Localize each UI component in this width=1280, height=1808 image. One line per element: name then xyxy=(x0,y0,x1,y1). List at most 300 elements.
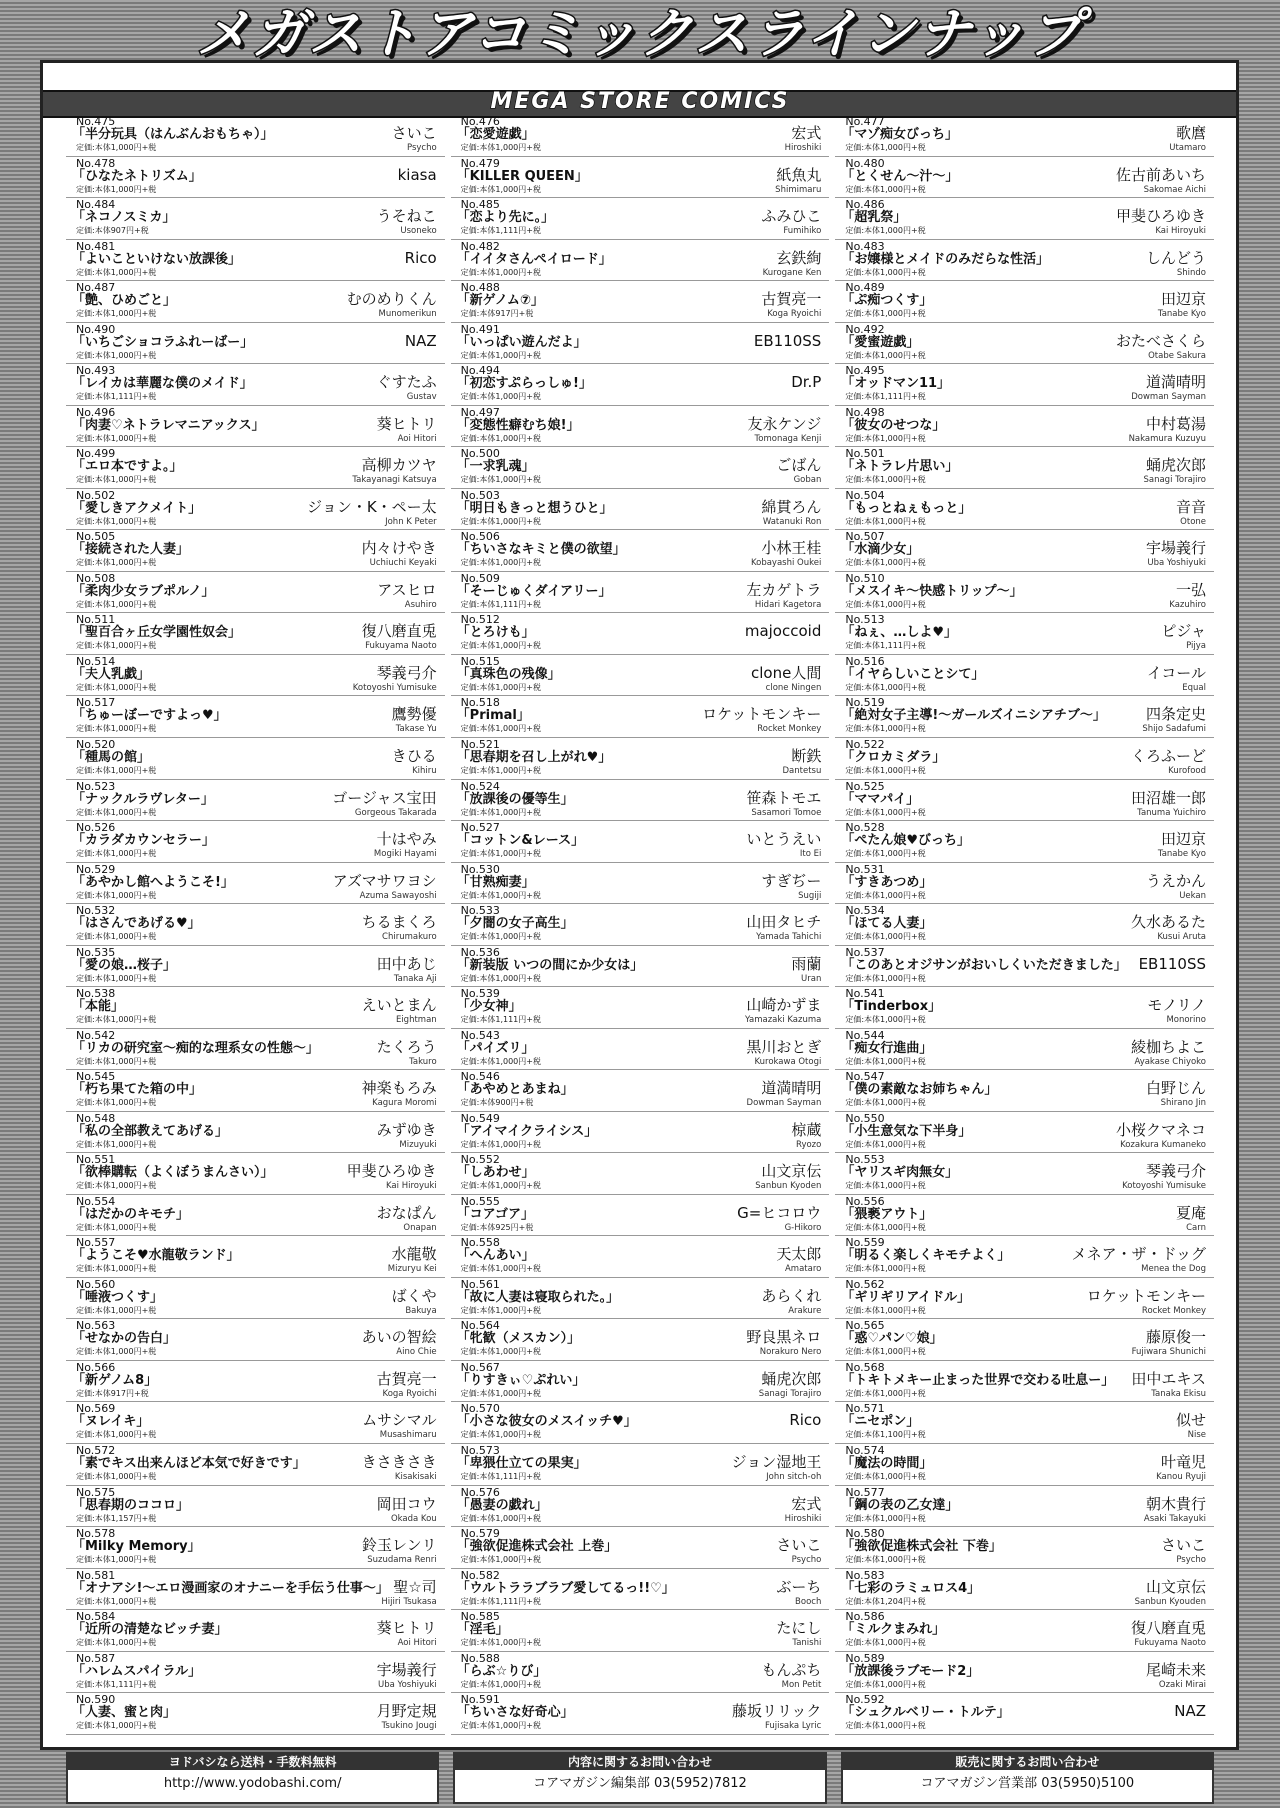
comic-title: 「鋼の表の乙女達」 xyxy=(841,1497,959,1513)
comic-number: No.496 xyxy=(76,405,116,419)
comic-price: 定価:本体1,000円+税 xyxy=(845,1015,926,1025)
comic-title: 「超乳祭」 xyxy=(841,210,907,226)
comic-author: 小林王桂 xyxy=(761,539,822,558)
comic-author-romaji: Goban xyxy=(793,475,822,486)
comic-author: 内々けやき xyxy=(361,539,437,558)
comic-author-romaji: Takayanagi Katsuya xyxy=(352,475,437,486)
comic-entry xyxy=(835,738,1214,780)
comic-entry xyxy=(66,1486,445,1528)
comic-entry xyxy=(66,530,445,572)
comic-author: きひる xyxy=(391,746,437,765)
comic-author: 宇場義行 xyxy=(376,1660,437,1679)
comic-author: 椋蔵 xyxy=(791,1120,822,1139)
comic-author: 田沼雄一郎 xyxy=(1131,788,1207,807)
comic-entry xyxy=(451,1402,830,1444)
comic-author-romaji: Aino Chie xyxy=(396,1347,437,1358)
comic-entry xyxy=(835,1112,1214,1154)
comic-author-romaji: Dowman Sayman xyxy=(1131,392,1207,403)
comic-price: 定価:本体1,111円+税 xyxy=(845,392,926,402)
comic-author-romaji: Sugiji xyxy=(798,890,822,901)
comic-author: 山文京伝 xyxy=(761,1162,822,1181)
comic-title: 「あやめとあまね」 xyxy=(456,1082,574,1098)
comic-entry xyxy=(66,198,445,240)
comic-number: No.480 xyxy=(845,156,885,170)
comic-entry xyxy=(835,1569,1214,1611)
comic-number: No.552 xyxy=(460,1153,500,1167)
comic-title: 「トキトメキー止まった世界で交わる吐息ー」 xyxy=(841,1372,1115,1388)
comic-price: 定価:本体1,111円+税 xyxy=(460,1596,541,1606)
comic-entry xyxy=(451,780,830,822)
page-title: メガストアコミックスラインナップ xyxy=(196,2,1084,65)
comic-author: 甲斐ひろゆき xyxy=(346,1162,437,1181)
comic-number: No.563 xyxy=(76,1319,116,1333)
comic-price: 定価:本体1,000円+税 xyxy=(460,973,541,983)
comic-number: No.476 xyxy=(460,115,500,128)
comic-number: No.505 xyxy=(76,530,116,544)
comic-number: No.568 xyxy=(845,1360,885,1374)
comic-author-romaji: Musashimaru xyxy=(379,1430,437,1441)
comic-number: No.504 xyxy=(845,488,885,502)
comic-author-romaji: Uran xyxy=(801,973,822,984)
comic-entry xyxy=(835,1527,1214,1569)
comic-entry xyxy=(66,1153,445,1195)
comic-entry xyxy=(66,613,445,655)
comic-author-romaji: Gustav xyxy=(406,392,437,403)
comic-price: 定価:本体1,000円+税 xyxy=(845,516,926,526)
comic-title: 「ハレムスパイラル」 xyxy=(72,1663,202,1679)
comic-entry xyxy=(451,1319,830,1361)
comic-price: 定価:本体1,000円+税 xyxy=(845,1222,926,1232)
comic-entry xyxy=(835,1652,1214,1694)
comic-title: 「ヌレイキ」 xyxy=(72,1414,150,1430)
comic-author: 琴義弓介 xyxy=(1146,1162,1207,1181)
comic-price: 定価:本体907円+税 xyxy=(76,226,149,236)
comic-price: 定価:本体1,000円+税 xyxy=(460,1347,541,1357)
comic-title: 「ナックルラヴレター」 xyxy=(72,791,214,807)
comic-entry xyxy=(835,904,1214,946)
comic-author-romaji: Kotoyoshi Yumisuke xyxy=(352,682,437,693)
page-subtitle: MEGA STORE COMICS xyxy=(490,89,790,114)
comic-number: No.583 xyxy=(845,1568,885,1582)
comic-entry xyxy=(835,1070,1214,1112)
comic-title: 「半分玩具（はんぶんおもちゃ）」 xyxy=(72,127,274,142)
comic-title: 「痴女行進曲」 xyxy=(841,1040,933,1056)
comic-number: No.550 xyxy=(845,1111,885,1125)
comic-number: No.502 xyxy=(76,488,116,502)
comic-title: 「ネトラレ片思い」 xyxy=(841,459,959,475)
comic-entry xyxy=(835,1319,1214,1361)
comic-author-romaji: Tsukino Jougi xyxy=(381,1721,437,1732)
comic-author-romaji: Ito Ei xyxy=(799,849,822,860)
comic-author-romaji: Kihiru xyxy=(412,765,437,776)
comic-title: 「オッドマン11」 xyxy=(841,376,951,392)
comic-price: 定価:本体1,000円+税 xyxy=(845,807,926,817)
comic-author-romaji: Hidari Kagetora xyxy=(754,599,822,610)
comic-price: 定価:本体1,000円+税 xyxy=(76,475,157,485)
comic-number: No.481 xyxy=(76,239,116,253)
comic-number: No.503 xyxy=(460,488,500,502)
comic-entry xyxy=(66,1527,445,1569)
comic-entry xyxy=(451,1610,830,1652)
comic-entry xyxy=(835,115,1214,157)
comic-author-romaji: Tanaka Aji xyxy=(393,973,437,984)
comic-title: 「強欲促進株式会社 下巻」 xyxy=(841,1539,1002,1555)
comic-title: 「夫人乳戯」 xyxy=(72,666,151,682)
comic-number: No.555 xyxy=(460,1194,500,1208)
comic-number: No.520 xyxy=(76,737,116,751)
comic-entry xyxy=(451,1112,830,1154)
comic-price: 定価:本体1,000円+税 xyxy=(460,475,541,485)
comic-entry xyxy=(451,821,830,863)
comic-author-romaji: Chirumakuro xyxy=(382,932,437,943)
comic-title: 「ようこそ♥水龍敬ランド」 xyxy=(72,1248,240,1264)
comic-number: No.536 xyxy=(460,945,500,959)
comic-title: 「小さな彼女のメスイッチ♥」 xyxy=(456,1414,637,1430)
comic-price: 定価:本体1,000円+税 xyxy=(460,1555,541,1565)
comic-title: 「イイタさんペイロード」 xyxy=(456,251,612,267)
comic-author: 復八磨直兎 xyxy=(361,622,437,641)
comic-author-romaji: Tanabe Kyo xyxy=(1157,309,1207,320)
comic-author: 野良黒ネロ xyxy=(746,1328,822,1347)
comic-price: 定価:本体1,000円+税 xyxy=(845,350,926,360)
comic-author-romaji: Psycho xyxy=(791,1555,822,1566)
comic-number: No.579 xyxy=(460,1527,500,1541)
comic-entry xyxy=(66,364,445,406)
comic-title: 「甘熟痴妻」 xyxy=(456,874,535,890)
comic-title: 「新ゲノム8」 xyxy=(72,1372,158,1388)
comic-author-romaji: Norakuro Nero xyxy=(759,1347,822,1358)
comic-number: No.510 xyxy=(845,571,885,585)
comic-number: No.571 xyxy=(845,1402,885,1416)
comic-title: 「種馬の館」 xyxy=(72,749,151,765)
comic-number: No.559 xyxy=(845,1236,885,1250)
comic-price: 定価:本体1,000円+税 xyxy=(460,807,541,817)
comic-price: 定価:本体1,000円+税 xyxy=(460,1388,541,1398)
comic-title: 「ひなたネトリズム」 xyxy=(72,168,202,184)
footer-heading: ヨドバシなら送料・手数料無料 xyxy=(68,1754,437,1770)
comic-price: 定価:本体1,000円+税 xyxy=(845,973,926,983)
comic-author: 左カゲトラ xyxy=(746,580,822,599)
comic-price: 定価:本体1,000円+税 xyxy=(845,932,926,942)
comic-number: No.532 xyxy=(76,904,116,918)
comic-entry xyxy=(66,1236,445,1278)
comic-price: 定価:本体1,000円+税 xyxy=(76,599,157,609)
footer-contact: コアマガジン編集部 03(5952)7812 xyxy=(533,1776,747,1791)
comic-number: No.573 xyxy=(460,1444,500,1457)
comic-author-romaji: Nakamura Kuzuyu xyxy=(1128,433,1207,444)
comic-entry xyxy=(835,1693,1214,1735)
comic-author: 似せ xyxy=(1176,1411,1207,1430)
comic-title: 「思春期のココロ」 xyxy=(72,1497,190,1513)
comic-author: さいこ xyxy=(1161,1536,1207,1555)
comic-number: No.498 xyxy=(845,405,885,419)
comic-author: 友永ケンジ xyxy=(747,414,822,433)
comic-author-romaji: Hijiri Tsukasa xyxy=(381,1596,437,1607)
comic-price: 定価:本体1,000円+税 xyxy=(76,1264,157,1274)
comic-title: 「よいこといけない放課後」 xyxy=(72,251,242,267)
comic-author-romaji: Sanbun Kyouden xyxy=(1134,1596,1207,1607)
comic-price: 定価:本体917円+税 xyxy=(460,309,534,319)
comic-author: ゴージャス宝田 xyxy=(332,788,437,807)
comic-title: 「ウルトララブラブ愛してるっ!!♡」 xyxy=(456,1580,675,1596)
comic-author: ジョン湿地王 xyxy=(731,1453,822,1471)
comic-title: 「魔法の時間」 xyxy=(841,1456,933,1471)
comic-entry xyxy=(835,1153,1214,1195)
comic-author: 久水あるた xyxy=(1131,913,1207,932)
comic-author: えいとまん xyxy=(361,996,437,1015)
comic-price: 定価:本体1,000円+税 xyxy=(845,143,926,152)
comic-author: 水龍敬 xyxy=(391,1245,437,1264)
comic-title: 「猥褻アウト」 xyxy=(841,1206,933,1222)
comic-author: 藤坂リリック xyxy=(731,1702,822,1721)
comic-author-romaji: Kagura Moromi xyxy=(372,1098,437,1109)
comic-author-romaji: Okada Kou xyxy=(390,1513,437,1524)
comic-author: 聖☆司 xyxy=(393,1577,437,1596)
comic-author: モノリノ xyxy=(1147,996,1207,1015)
comic-author: きさきさき xyxy=(361,1453,437,1471)
comic-entry xyxy=(835,1402,1214,1444)
comic-author: 朝木貴行 xyxy=(1146,1494,1207,1513)
comic-entry xyxy=(66,987,445,1029)
comic-entry xyxy=(835,1195,1214,1237)
comic-number: No.591 xyxy=(460,1693,500,1707)
comic-author: ピジャ xyxy=(1161,622,1207,641)
comic-entry xyxy=(66,281,445,323)
comic-author: 甲斐ひろゆき xyxy=(1116,207,1207,226)
comic-number: No.525 xyxy=(845,779,885,793)
comic-entry xyxy=(835,613,1214,655)
comic-title: 「愛しきアクメイト」 xyxy=(72,500,202,516)
comic-price: 定価:本体1,000円+税 xyxy=(845,849,926,859)
comic-price: 定価:本体1,000円+税 xyxy=(76,973,157,983)
comic-author: ぐすたふ xyxy=(376,373,437,392)
comic-price: 定価:本体1,000円+税 xyxy=(460,392,541,402)
comic-title: 「少女神」 xyxy=(456,999,522,1015)
comic-author: Dr.P xyxy=(791,373,822,392)
comic-number: No.572 xyxy=(76,1444,116,1457)
comic-title: 「ほてる人妻」 xyxy=(841,916,933,932)
comic-number: No.543 xyxy=(460,1028,500,1042)
comic-title: 「いちごショコラふれーばー」 xyxy=(72,334,254,350)
comic-price: 定価:本体1,000円+税 xyxy=(76,682,157,692)
comic-number: No.508 xyxy=(76,571,116,585)
comic-price: 定価:本体917円+税 xyxy=(76,1388,149,1398)
comic-author: 葵ヒトリ xyxy=(376,414,437,433)
comic-author-romaji: Uchiuchi Keyaki xyxy=(369,558,437,569)
comic-author-romaji: Ayakase Chiyoko xyxy=(1134,1056,1207,1067)
comic-title: 「KILLER QUEEN」 xyxy=(456,168,588,184)
comic-author: イコール xyxy=(1146,663,1207,682)
comic-number: No.565 xyxy=(845,1319,885,1333)
comic-price: 定価:本体1,111円+税 xyxy=(76,1679,157,1689)
comic-entry xyxy=(835,406,1214,448)
comic-author: 神楽もろみ xyxy=(361,1079,437,1098)
comic-title: 「初恋すぷらっしゅ!」 xyxy=(456,376,592,392)
comic-entry xyxy=(66,1361,445,1403)
comic-entry xyxy=(451,530,830,572)
comic-price: 定価:本体1,111円+税 xyxy=(845,641,926,651)
comic-title: 「私の全部教えてあげる」 xyxy=(72,1123,229,1139)
comic-number: No.577 xyxy=(845,1485,885,1499)
comic-author: いとうえい xyxy=(746,830,822,849)
comic-title: 「卑猥仕立ての果実」 xyxy=(456,1456,587,1471)
comic-author: 四条定史 xyxy=(1146,705,1207,724)
comic-title: 「ねぇ、…しよ♥」 xyxy=(841,625,957,641)
comic-title: 「イヤらしいことシて」 xyxy=(841,666,985,682)
comic-author: みずゆき xyxy=(376,1120,437,1139)
comic-title: 「七彩のラミュロス4」 xyxy=(841,1580,981,1596)
comic-price: 定価:本体1,000円+税 xyxy=(76,143,157,152)
comic-author-romaji: G-Hikoro xyxy=(784,1222,822,1233)
comic-entry xyxy=(451,1486,830,1528)
comic-author: うそねこ xyxy=(376,207,437,226)
comic-number: No.490 xyxy=(76,322,116,336)
comic-author-romaji: Kurofood xyxy=(1168,765,1207,776)
comic-entry xyxy=(66,696,445,738)
comic-price: 定価:本体1,000円+税 xyxy=(460,682,541,692)
comic-author: 黒川おとぎ xyxy=(746,1037,822,1056)
comic-author: 音音 xyxy=(1176,497,1207,516)
comic-title: 「近所の清楚なビッチ妻」 xyxy=(72,1622,228,1638)
comic-author: G=ヒコロウ xyxy=(737,1203,822,1222)
comic-number: No.530 xyxy=(460,862,500,876)
comic-entry xyxy=(66,572,445,614)
comic-entry xyxy=(451,323,830,365)
comic-author: ちるまくろ xyxy=(361,913,437,932)
comic-author-romaji: Dowman Sayman xyxy=(746,1098,822,1109)
comic-author: 田辺京 xyxy=(1161,290,1207,309)
comic-price: 定価:本体1,000円+税 xyxy=(76,516,157,526)
comic-entry xyxy=(835,323,1214,365)
comic-number: No.576 xyxy=(460,1485,500,1499)
comic-title: 「オナアシ!～エロ漫画家のオナニーを手伝う仕事～」 xyxy=(72,1580,389,1596)
comic-author-romaji: Watanuki Ron xyxy=(762,516,822,527)
comic-price: 定価:本体1,100円+税 xyxy=(845,1430,926,1440)
comic-author-romaji: Suzudama Renri xyxy=(367,1555,437,1566)
comic-title: 「はだかのキモチ」 xyxy=(72,1206,190,1222)
comic-author-romaji: Yamada Tahichi xyxy=(756,932,822,943)
comic-author: 田中あじ xyxy=(376,954,437,973)
comic-author: うえかん xyxy=(1146,871,1207,890)
comic-entry xyxy=(835,987,1214,1029)
comic-entry xyxy=(835,1444,1214,1486)
comic-author: 笹森トモエ xyxy=(746,788,822,807)
comic-title: 「肉妻♡ネトラレマニアックス」 xyxy=(72,417,265,433)
footer-box-yodobashi xyxy=(66,1752,439,1804)
comic-author-romaji: Aoi Hitori xyxy=(397,1638,437,1649)
comic-author: 天太郎 xyxy=(776,1245,822,1264)
comic-title: 「絶対女子主導!～ガールズイニシアチブ～」 xyxy=(841,708,1106,724)
comic-author-romaji: Tanabe Kyo xyxy=(1157,849,1207,860)
comic-entry xyxy=(66,821,445,863)
comic-number: No.523 xyxy=(76,779,116,793)
comic-title: 「唾液つくす」 xyxy=(72,1289,164,1305)
comic-author: ジョン・K・ペー太 xyxy=(307,497,437,516)
comic-author-romaji: Takase Yu xyxy=(395,724,437,735)
comic-number: No.587 xyxy=(76,1651,116,1665)
comic-price: 定価:本体1,000円+税 xyxy=(76,890,157,900)
comic-price: 定価:本体1,000円+税 xyxy=(460,641,541,651)
comic-author: 鷹勢優 xyxy=(391,705,437,724)
comic-title: 「ぷ痴つくす」 xyxy=(841,293,933,309)
comic-author-romaji: Dantetsu xyxy=(782,765,822,776)
comic-author: ロケットモンキー xyxy=(702,705,822,724)
comic-author: 宏式 xyxy=(791,1494,822,1513)
comic-price: 定価:本体1,000円+税 xyxy=(76,1596,157,1606)
comic-author-romaji: Onapan xyxy=(403,1222,437,1233)
comic-author-romaji: Otone xyxy=(1180,516,1207,527)
comic-author-romaji: Sasamori Tomoe xyxy=(751,807,822,818)
comic-price: 定価:本体925円+税 xyxy=(460,1222,534,1232)
comic-number: No.489 xyxy=(845,281,885,295)
comic-entry xyxy=(66,1444,445,1486)
comic-author: 鈴玉レンリ xyxy=(362,1536,437,1555)
comic-price: 定価:本体1,000円+税 xyxy=(76,1638,157,1648)
comic-price: 定価:本体1,000円+税 xyxy=(76,350,157,360)
comic-author-romaji: Munomerikun xyxy=(378,309,437,320)
comic-number: No.548 xyxy=(76,1111,116,1125)
comic-price: 定価:本体1,000円+税 xyxy=(845,682,926,692)
comic-title: 「接続された人妻」 xyxy=(72,542,190,558)
comic-author: 一弘 xyxy=(1176,580,1207,599)
comic-author: EB110SS xyxy=(753,331,822,350)
comic-title: 「明日もきっと想うひと」 xyxy=(456,500,613,516)
comic-entry xyxy=(451,157,830,199)
comic-entry xyxy=(835,655,1214,697)
comic-price: 定価:本体1,000円+税 xyxy=(845,1139,926,1149)
comic-title: 「愚妻の戯れ」 xyxy=(456,1497,548,1513)
comic-number: No.534 xyxy=(845,904,885,918)
comic-author: ロケットモンキー xyxy=(1086,1286,1207,1305)
comic-author-romaji: Mon Petit xyxy=(781,1679,822,1690)
comic-author-romaji: Kurogane Ken xyxy=(762,267,822,278)
comic-author: 断鉄 xyxy=(791,746,822,765)
comic-number: No.556 xyxy=(845,1194,885,1208)
comic-number: No.533 xyxy=(460,904,500,918)
comics-grid xyxy=(66,115,1214,1735)
comic-author: 岡田コウ xyxy=(376,1494,437,1513)
comic-price: 定価:本体1,000円+税 xyxy=(76,309,157,319)
comic-title: 「新装版 いつの間にか少女は」 xyxy=(456,957,644,973)
comic-entry xyxy=(835,1278,1214,1320)
comic-author: しんどう xyxy=(1146,248,1207,267)
comic-number: No.512 xyxy=(460,613,500,627)
comic-entry xyxy=(451,364,830,406)
comic-number: No.500 xyxy=(460,447,500,461)
comic-author-romaji: Uekan xyxy=(1179,890,1207,901)
comic-author-romaji: Azuma Sawayoshi xyxy=(359,890,437,901)
comic-number: No.515 xyxy=(460,654,500,668)
comic-author-romaji: Utamaro xyxy=(1169,143,1207,153)
comic-entry xyxy=(835,447,1214,489)
comic-entry xyxy=(66,1652,445,1694)
comic-author: 佐古前あいち xyxy=(1116,165,1207,184)
comic-number: No.558 xyxy=(460,1236,500,1250)
comic-number: No.574 xyxy=(845,1444,885,1457)
comic-author-romaji: Kazuhiro xyxy=(1169,599,1207,610)
comic-price: 定価:本体1,000円+税 xyxy=(460,849,541,859)
comic-author-romaji: Hiroshiki xyxy=(784,143,822,153)
comic-price: 定価:本体1,000円+税 xyxy=(460,932,541,942)
footer-link[interactable]: http://www.yodobashi.com/ xyxy=(163,1776,342,1791)
comic-number: No.592 xyxy=(845,1693,885,1707)
comic-author: NAZ xyxy=(1174,1702,1207,1721)
comic-author: 道満晴明 xyxy=(1146,373,1207,392)
comic-number: No.494 xyxy=(460,364,500,378)
comic-title: 「ミルクまみれ」 xyxy=(841,1622,946,1638)
comic-title: 「メスイキ～快感トリップ～」 xyxy=(841,583,1023,599)
comic-title: 「彼女のせつな」 xyxy=(841,417,946,433)
